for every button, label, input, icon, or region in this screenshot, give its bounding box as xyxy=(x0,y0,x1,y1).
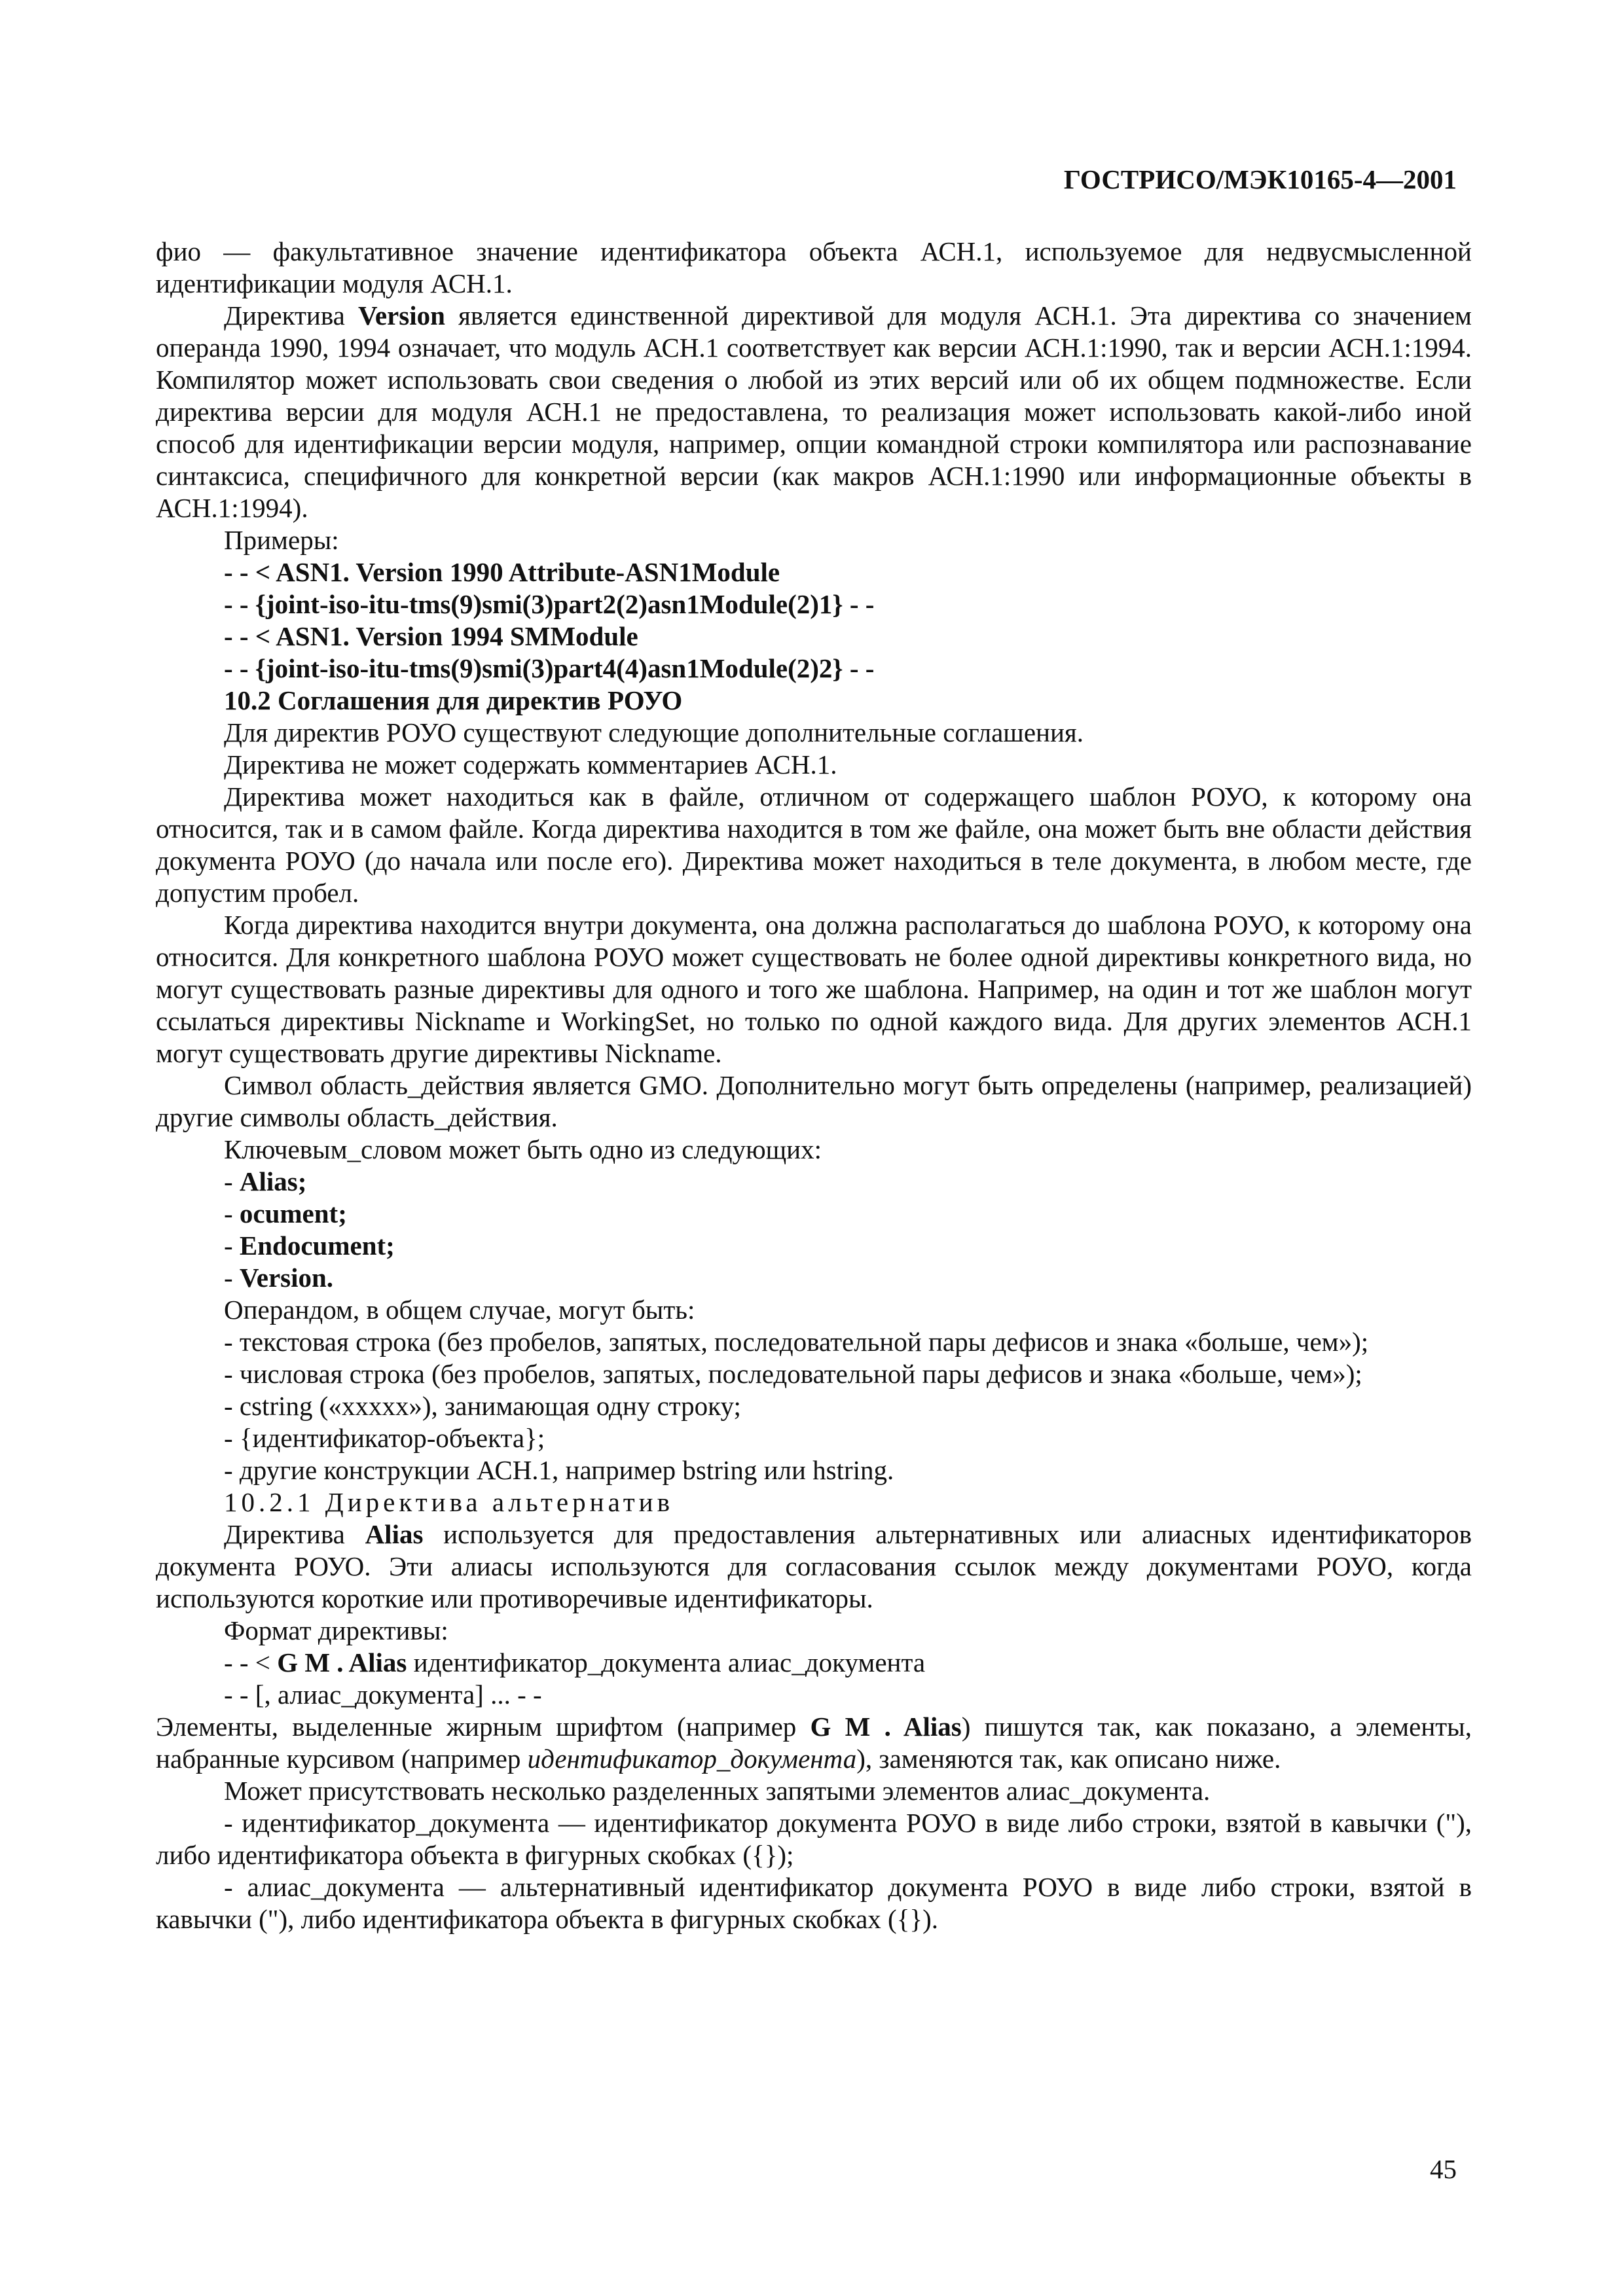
document-body xyxy=(156,236,1472,1935)
list-item: - алиас_документа — альтернативный идентификатор документа РОУО в виде либо строки, взятой в кавычки ("), либо идентификатора объекта в фигурных скобках ({}). xyxy=(156,1872,1472,1934)
page-number: 45 xyxy=(1430,2154,1457,2184)
keyword-item: - ocument; xyxy=(224,1198,347,1229)
paragraph: Формат директивы: xyxy=(224,1615,448,1645)
list-item: - другие конструкции АСН.1, например bstring или hstring. xyxy=(224,1455,894,1485)
paragraph: Директива Version является единственной директивой для модуля АСН.1. Эта директива со значением операнда 1990, 1994 означает, что модуль АСН.1 соответствует как версии АСН.1:1990, так и версии АСН.1:1994. Компилятор может использовать свои сведения о любой из этих версий или об их общем подмножестве. Если директива версии для модуля АСН.1 не предоставлена, то реализация может использовать какой-либо иной способ для идентификации версии модуля, например, опции командной строки компилятора или распознавание синтаксиса, специфичного для конкретной версии (как макров АСН.1:1990 или информационные объекты в АСН.1:1994). xyxy=(156,300,1472,523)
code-line: - - {joint-iso-itu-tms(9)smi(3)part4(4)asn1Module(2)2} - - xyxy=(224,653,875,683)
paragraph: Директива Alias используется для предоставления альтернативных или алиасных идентификаторов документа РОУО. Эти алиасы используются для согласования ссылок между документами РОУО, когда используются короткие или противоречивые идентификаторы. xyxy=(156,1519,1472,1613)
list-item: - идентификатор_документа — идентификатор документа РОУО в виде либо строки, взятой в кавычки ("), либо идентификатора объекта в фигурных скобках ({}); xyxy=(156,1808,1472,1870)
paragraph: Символ область_действия является GMO. Дополнительно могут быть определены (например, реализацией) другие символы область_действия. xyxy=(156,1070,1472,1132)
paragraph: Ключевым_словом может быть одно из следующих: xyxy=(224,1134,822,1164)
paragraph: Может присутствовать несколько разделенных запятыми элементов алиас_документа. xyxy=(224,1776,1211,1806)
paragraph: фио — факультативное значение идентификатора объекта АСН.1, используемое для недвусмысленной идентификации модуля АСН.1. xyxy=(156,236,1472,298)
document-header: ГОСТРИСО/МЭК10165-4—2001 xyxy=(1063,164,1457,194)
list-item: - cstring («xxxxx»), занимающая одну строку; xyxy=(224,1391,741,1421)
code-line: - - < ASN1. Version 1990 Attribute-ASN1Module xyxy=(224,557,780,587)
code-line: - - < ASN1. Version 1994 SMModule xyxy=(224,621,638,651)
list-item: - {идентификатор-объекта}; xyxy=(224,1423,545,1453)
keyword-alias: Alias xyxy=(365,1519,424,1549)
paragraph: Операндом, в общем случае, могут быть: xyxy=(224,1295,695,1325)
format-line: - - < G M . Alias идентификатор_документа алиас_документа xyxy=(224,1647,926,1677)
keyword-item: - Version. xyxy=(224,1263,334,1293)
paragraph: Директива не может содержать комментариев АСН.1. xyxy=(224,749,837,780)
code-line: - - {joint-iso-itu-tms(9)smi(3)part2(2)asn1Module(2)1} - - xyxy=(224,589,875,619)
paragraph: Примеры: xyxy=(224,525,339,555)
paragraph: Когда директива находится внутри документа, она должна располагаться до шаблона РОУО, к которому она относится. Для конкретного шаблона РОУО может существовать не более одной директивы конкретного вида, но могут существовать разные директивы для одного и того же шаблона. Например, на один и тот же шаблон могут ссылаться директивы Nickname и WorkingSet, но только по одной каждого вида. Для других элементов АСН.1 могут существовать другие директивы Nickname. xyxy=(156,910,1472,1068)
list-item: - текстовая строка (без пробелов, запятых, последовательной пары дефисов и знака «больше, чем»); xyxy=(224,1327,1369,1357)
paragraph: Директива может находиться как в файле, отличном от содержащего шаблон РОУО, к которому она относится, так и в самом файле. Когда директива находится в том же файле, она может быть вне области действия документа РОУО (до начала или после его). Директива может находиться в теле документа, в любом месте, где допустим пробел. xyxy=(156,781,1472,908)
keyword-item: - Alias; xyxy=(224,1166,307,1196)
paragraph: Для директив РОУО существуют следующие дополнительные соглашения. xyxy=(224,717,1084,747)
keyword-version: Version xyxy=(358,300,445,331)
section-heading: 10.2 Соглашения для директив РОУО xyxy=(224,685,683,715)
keyword-item: - Endocument; xyxy=(224,1230,395,1261)
format-line: - - [, алиас_документа] ... - - xyxy=(224,1679,542,1710)
list-item: - числовая строка (без пробелов, запятых, последовательной пары дефисов и знака «больше, чем»); xyxy=(224,1359,1362,1389)
paragraph: Элементы, выделенные жирным шрифтом (например G M . Alias) пишутся так, как показано, а элементы, набранные курсивом (например идентификатор_документа), заменяются так, как описано ниже. xyxy=(156,1712,1472,1774)
subsection-heading: 10.2.1 Директива альтернатив xyxy=(224,1487,674,1517)
